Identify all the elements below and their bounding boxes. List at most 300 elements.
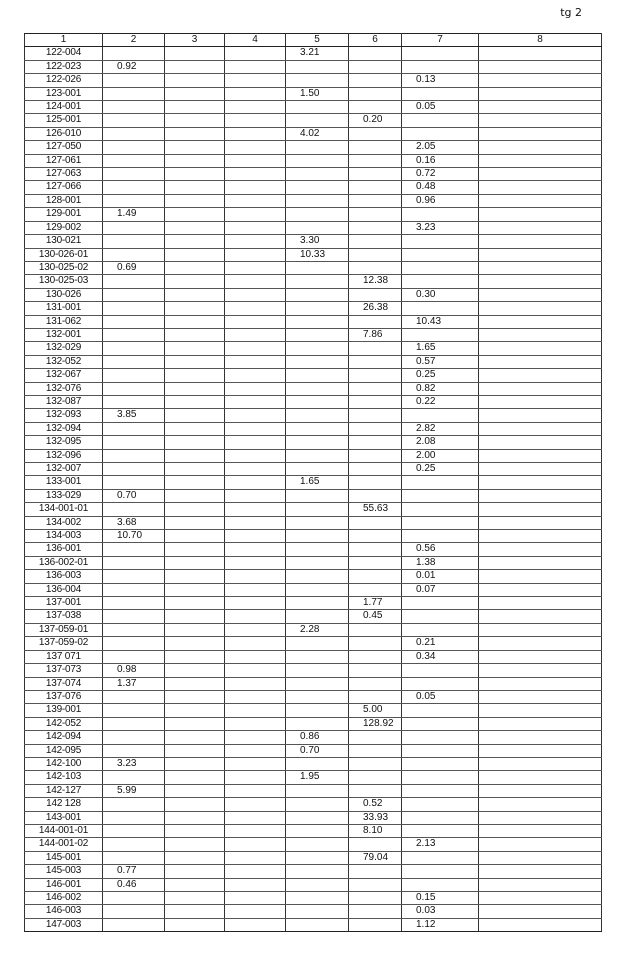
- value-cell: [402, 757, 479, 770]
- value-cell: [349, 543, 402, 556]
- value-cell: [349, 623, 402, 636]
- value-cell: [103, 610, 165, 623]
- value-cell: [286, 74, 349, 87]
- value-cell: [103, 731, 165, 744]
- table-row: [25, 677, 602, 690]
- value-cell: [286, 382, 349, 395]
- value-cell: 26.38: [349, 302, 402, 315]
- value-cell: [165, 342, 225, 355]
- value-cell: [286, 436, 349, 449]
- value-cell: [286, 463, 349, 476]
- parcel-code-cell: 137-074: [25, 677, 103, 690]
- table-row: [25, 704, 602, 717]
- value-cell: 8.10: [349, 824, 402, 837]
- value-cell: [349, 757, 402, 770]
- parcel-code-cell: 132-052: [25, 355, 103, 368]
- parcel-code-cell: 146-003: [25, 905, 103, 918]
- value-cell: 0.03: [402, 905, 479, 918]
- table-row: [25, 463, 602, 476]
- value-cell: [225, 154, 286, 167]
- parcel-code-cell: 137-073: [25, 664, 103, 677]
- parcel-code-cell: 134-002: [25, 516, 103, 529]
- value-cell: [286, 181, 349, 194]
- value-cell: [402, 878, 479, 891]
- value-cell: [225, 101, 286, 114]
- value-cell: [349, 556, 402, 569]
- value-cell: 0.05: [402, 101, 479, 114]
- value-cell: [402, 771, 479, 784]
- table-row: [25, 824, 602, 837]
- parcel-code-cell: 142-052: [25, 717, 103, 730]
- value-cell: [402, 275, 479, 288]
- value-cell: [103, 355, 165, 368]
- value-cell: [402, 503, 479, 516]
- parcel-code-cell: 146-001: [25, 878, 103, 891]
- table-row: [25, 489, 602, 502]
- value-cell: [479, 275, 602, 288]
- value-cell: [286, 838, 349, 851]
- value-cell: [402, 704, 479, 717]
- value-cell: [286, 583, 349, 596]
- value-cell: [103, 221, 165, 234]
- value-cell: 2.13: [402, 838, 479, 851]
- parcel-code-cell: 137-076: [25, 690, 103, 703]
- value-cell: 1.65: [402, 342, 479, 355]
- table-row: [25, 556, 602, 569]
- value-cell: [402, 302, 479, 315]
- value-cell: [225, 60, 286, 73]
- value-cell: [286, 851, 349, 864]
- table-row: [25, 101, 602, 114]
- value-cell: [286, 328, 349, 341]
- value-cell: [479, 409, 602, 422]
- value-cell: 0.72: [402, 168, 479, 181]
- value-cell: [165, 717, 225, 730]
- table-row: [25, 342, 602, 355]
- value-cell: [286, 114, 349, 127]
- value-cell: [225, 463, 286, 476]
- value-cell: [165, 570, 225, 583]
- parcel-code-cell: 126-010: [25, 127, 103, 140]
- value-cell: [225, 744, 286, 757]
- value-cell: 1.37: [103, 677, 165, 690]
- value-cell: [103, 798, 165, 811]
- value-cell: [286, 60, 349, 73]
- value-cell: [165, 235, 225, 248]
- column-header-6: 6: [349, 34, 402, 47]
- value-cell: [479, 771, 602, 784]
- value-cell: [165, 784, 225, 797]
- parcel-code-cell: 123-001: [25, 87, 103, 100]
- value-cell: [225, 757, 286, 770]
- value-cell: 0.77: [103, 865, 165, 878]
- value-cell: [165, 731, 225, 744]
- parcel-code-cell: 133-001: [25, 476, 103, 489]
- value-cell: [103, 181, 165, 194]
- parcel-code-cell: 130-021: [25, 235, 103, 248]
- value-cell: [225, 382, 286, 395]
- value-cell: [165, 221, 225, 234]
- parcel-code-cell: 132-087: [25, 395, 103, 408]
- parcel-code-cell: 132-001: [25, 328, 103, 341]
- value-cell: [225, 47, 286, 60]
- value-cell: [225, 530, 286, 543]
- parcel-code-cell: 137-038: [25, 610, 103, 623]
- value-cell: [349, 677, 402, 690]
- value-cell: [225, 516, 286, 529]
- value-cell: [349, 208, 402, 221]
- value-cell: [349, 74, 402, 87]
- value-cell: [349, 382, 402, 395]
- value-cell: [479, 154, 602, 167]
- value-cell: [286, 288, 349, 301]
- parcel-code-cell: 122-004: [25, 47, 103, 60]
- value-cell: [165, 47, 225, 60]
- value-cell: 2.05: [402, 141, 479, 154]
- value-cell: 10.70: [103, 530, 165, 543]
- parcel-code-cell: 144-001-02: [25, 838, 103, 851]
- table-row: [25, 114, 602, 127]
- parcel-code-cell: 142-127: [25, 784, 103, 797]
- value-cell: [225, 114, 286, 127]
- value-cell: [402, 865, 479, 878]
- value-cell: [165, 74, 225, 87]
- value-cell: [103, 141, 165, 154]
- value-cell: 0.05: [402, 690, 479, 703]
- parcel-code-cell: 132-094: [25, 422, 103, 435]
- value-cell: [225, 690, 286, 703]
- value-cell: [349, 878, 402, 891]
- parcel-code-cell: 131-001: [25, 302, 103, 315]
- value-cell: 55.63: [349, 503, 402, 516]
- value-cell: [349, 918, 402, 931]
- column-header-5: 5: [286, 34, 349, 47]
- value-cell: [103, 114, 165, 127]
- value-cell: [225, 650, 286, 663]
- value-cell: [479, 865, 602, 878]
- value-cell: [225, 677, 286, 690]
- value-cell: [165, 395, 225, 408]
- value-cell: [103, 583, 165, 596]
- parcel-code-cell: 129-001: [25, 208, 103, 221]
- parcel-code-cell: 132-007: [25, 463, 103, 476]
- value-cell: [225, 556, 286, 569]
- table-row: [25, 516, 602, 529]
- table-row: [25, 315, 602, 328]
- value-cell: [165, 905, 225, 918]
- parcel-code-cell: 124-001: [25, 101, 103, 114]
- value-cell: [286, 878, 349, 891]
- value-cell: [479, 918, 602, 931]
- table-row: [25, 235, 602, 248]
- value-cell: [286, 395, 349, 408]
- value-cell: [103, 436, 165, 449]
- value-cell: [165, 543, 225, 556]
- value-cell: [479, 315, 602, 328]
- value-cell: [402, 114, 479, 127]
- value-cell: [165, 771, 225, 784]
- value-cell: 2.00: [402, 449, 479, 462]
- parcel-code-cell: 128-001: [25, 194, 103, 207]
- value-cell: [349, 221, 402, 234]
- value-cell: [479, 690, 602, 703]
- value-cell: [286, 261, 349, 274]
- value-cell: 0.56: [402, 543, 479, 556]
- value-cell: [165, 690, 225, 703]
- value-cell: [479, 717, 602, 730]
- value-cell: [103, 771, 165, 784]
- value-cell: [349, 583, 402, 596]
- value-cell: [286, 677, 349, 690]
- value-cell: [479, 449, 602, 462]
- value-cell: [103, 476, 165, 489]
- parcel-code-cell: 130-025-02: [25, 261, 103, 274]
- page-number-label: tg 2: [560, 6, 582, 19]
- table-row: [25, 530, 602, 543]
- column-header-4: 4: [225, 34, 286, 47]
- parcel-code-cell: 142-094: [25, 731, 103, 744]
- value-cell: [225, 87, 286, 100]
- value-cell: 3.21: [286, 47, 349, 60]
- value-cell: [286, 690, 349, 703]
- parcel-code-cell: 143-001: [25, 811, 103, 824]
- value-cell: [225, 235, 286, 248]
- value-cell: 5.99: [103, 784, 165, 797]
- value-cell: [286, 892, 349, 905]
- value-cell: [286, 905, 349, 918]
- parcel-code-cell: 127-061: [25, 154, 103, 167]
- value-cell: [286, 275, 349, 288]
- value-cell: [103, 543, 165, 556]
- value-cell: [225, 355, 286, 368]
- value-cell: [165, 463, 225, 476]
- table-row: [25, 865, 602, 878]
- value-cell: [103, 704, 165, 717]
- value-cell: [165, 637, 225, 650]
- value-cell: [103, 395, 165, 408]
- table-row: [25, 623, 602, 636]
- value-cell: [165, 449, 225, 462]
- value-cell: 2.08: [402, 436, 479, 449]
- value-cell: [479, 463, 602, 476]
- value-cell: [479, 744, 602, 757]
- value-cell: 0.57: [402, 355, 479, 368]
- value-cell: [225, 208, 286, 221]
- value-cell: [286, 597, 349, 610]
- value-cell: [165, 114, 225, 127]
- value-cell: [225, 664, 286, 677]
- table-row: [25, 543, 602, 556]
- value-cell: 79.04: [349, 851, 402, 864]
- table-row: [25, 87, 602, 100]
- table-row: [25, 194, 602, 207]
- value-cell: [225, 275, 286, 288]
- parcel-code-cell: 142-095: [25, 744, 103, 757]
- value-cell: [479, 489, 602, 502]
- parcel-code-cell: 130-025-03: [25, 275, 103, 288]
- value-cell: [225, 865, 286, 878]
- value-cell: 1.65: [286, 476, 349, 489]
- value-cell: [402, 328, 479, 341]
- parcel-code-cell: 136-003: [25, 570, 103, 583]
- parcel-code-cell: 130-026-01: [25, 248, 103, 261]
- value-cell: [165, 422, 225, 435]
- value-cell: [286, 704, 349, 717]
- value-cell: [402, 530, 479, 543]
- value-cell: [479, 650, 602, 663]
- value-cell: [165, 328, 225, 341]
- value-cell: [479, 757, 602, 770]
- table-row: [25, 878, 602, 891]
- value-cell: [479, 610, 602, 623]
- value-cell: [225, 315, 286, 328]
- parcel-code-cell: 131-062: [25, 315, 103, 328]
- value-cell: [103, 382, 165, 395]
- table-header-row: [25, 34, 602, 47]
- value-cell: [402, 623, 479, 636]
- value-cell: [165, 918, 225, 931]
- table-row: [25, 664, 602, 677]
- table-row: [25, 302, 602, 315]
- value-cell: [349, 168, 402, 181]
- value-cell: [479, 556, 602, 569]
- value-cell: [349, 664, 402, 677]
- value-cell: [479, 47, 602, 60]
- value-cell: [225, 503, 286, 516]
- value-cell: [103, 811, 165, 824]
- parcel-code-cell: 137-059-02: [25, 637, 103, 650]
- table-row: [25, 275, 602, 288]
- value-cell: [225, 878, 286, 891]
- parcel-code-cell: 129-002: [25, 221, 103, 234]
- value-cell: 0.70: [286, 744, 349, 757]
- value-cell: 0.30: [402, 288, 479, 301]
- value-cell: [349, 288, 402, 301]
- value-cell: 1.95: [286, 771, 349, 784]
- value-cell: [402, 610, 479, 623]
- value-cell: [225, 221, 286, 234]
- value-cell: [225, 409, 286, 422]
- value-cell: [225, 395, 286, 408]
- value-cell: [402, 87, 479, 100]
- value-cell: [349, 141, 402, 154]
- value-cell: 1.77: [349, 597, 402, 610]
- value-cell: [402, 127, 479, 140]
- value-cell: [225, 422, 286, 435]
- value-cell: [165, 865, 225, 878]
- value-cell: [402, 597, 479, 610]
- value-cell: [402, 664, 479, 677]
- value-cell: [225, 74, 286, 87]
- value-cell: 1.49: [103, 208, 165, 221]
- value-cell: [286, 865, 349, 878]
- table-row: [25, 355, 602, 368]
- value-cell: [225, 543, 286, 556]
- value-cell: [286, 503, 349, 516]
- value-cell: 0.15: [402, 892, 479, 905]
- value-cell: [165, 677, 225, 690]
- value-cell: [402, 60, 479, 73]
- table-row: [25, 127, 602, 140]
- value-cell: [479, 436, 602, 449]
- value-cell: [349, 181, 402, 194]
- value-cell: [286, 516, 349, 529]
- value-cell: [479, 677, 602, 690]
- value-cell: [349, 865, 402, 878]
- value-cell: [479, 141, 602, 154]
- value-cell: [286, 798, 349, 811]
- value-cell: [165, 583, 225, 596]
- value-cell: [165, 154, 225, 167]
- value-cell: [349, 449, 402, 462]
- column-header-8: 8: [479, 34, 602, 47]
- value-cell: [165, 127, 225, 140]
- parcel-code-cell: 132-096: [25, 449, 103, 462]
- value-cell: [286, 650, 349, 663]
- value-cell: [165, 798, 225, 811]
- column-header-2: 2: [103, 34, 165, 47]
- parcel-code-cell: 127-063: [25, 168, 103, 181]
- parcel-code-cell: 147-003: [25, 918, 103, 931]
- value-cell: [349, 235, 402, 248]
- value-cell: [479, 798, 602, 811]
- value-cell: [479, 824, 602, 837]
- column-header-1: 1: [25, 34, 103, 47]
- parcel-code-cell: 132-095: [25, 436, 103, 449]
- value-cell: [349, 892, 402, 905]
- parcel-code-cell: 125-001: [25, 114, 103, 127]
- value-cell: [165, 382, 225, 395]
- parcel-code-cell: 136-004: [25, 583, 103, 596]
- value-cell: [349, 154, 402, 167]
- value-cell: [479, 892, 602, 905]
- value-cell: [165, 892, 225, 905]
- parcel-code-cell: 136-001: [25, 543, 103, 556]
- ledger-table: [24, 33, 602, 932]
- value-cell: [225, 181, 286, 194]
- parcel-code-cell: 137-059-01: [25, 623, 103, 636]
- value-cell: [402, 677, 479, 690]
- value-cell: [479, 87, 602, 100]
- value-cell: [165, 530, 225, 543]
- value-cell: [286, 784, 349, 797]
- table-row: [25, 690, 602, 703]
- value-cell: [225, 637, 286, 650]
- value-cell: [225, 905, 286, 918]
- value-cell: [103, 248, 165, 261]
- value-cell: [165, 261, 225, 274]
- value-cell: [349, 355, 402, 368]
- table-row: [25, 382, 602, 395]
- value-cell: [402, 208, 479, 221]
- value-cell: [286, 918, 349, 931]
- table-row: [25, 583, 602, 596]
- value-cell: [349, 516, 402, 529]
- value-cell: 0.48: [402, 181, 479, 194]
- value-cell: [402, 476, 479, 489]
- value-cell: [479, 355, 602, 368]
- value-cell: [165, 878, 225, 891]
- value-cell: 3.85: [103, 409, 165, 422]
- value-cell: [349, 422, 402, 435]
- value-cell: [286, 221, 349, 234]
- value-cell: [103, 503, 165, 516]
- value-cell: [286, 610, 349, 623]
- value-cell: [402, 261, 479, 274]
- value-cell: [479, 623, 602, 636]
- value-cell: [103, 154, 165, 167]
- parcel-code-cell: 142-103: [25, 771, 103, 784]
